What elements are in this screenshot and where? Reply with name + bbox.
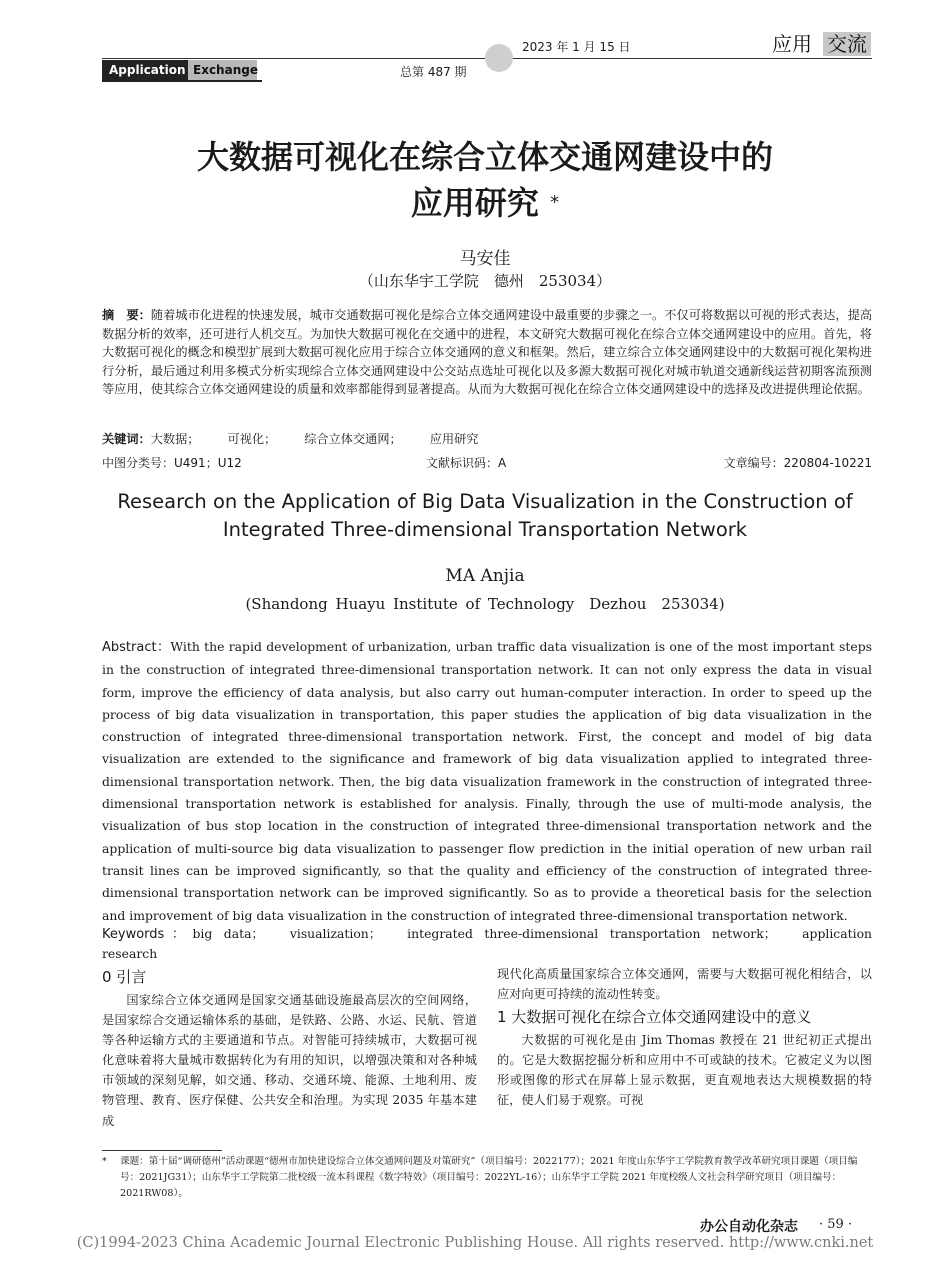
author-en: MA Anjia [445,566,525,586]
section-1-text: 大数据的可视化是由 Jim Thomas 教授在 21 世纪初正式提出的。它是大数据挖掘分析和应用中不可或缺的技术。它被定义为以图形或图像的形式在屏幕上显示数据，更直观地表达大规模数据的特征，使人们易于观察。可视 [497,1033,872,1108]
keywords-cn [102,430,872,449]
footnote-mark: * [102,1156,107,1167]
body-right-column [497,964,872,1111]
footnote-text: 课题：第十届“调研德州”活动课题“德州市加快建设综合立体交通网问题及对策研究”（项目编号：2022177）；2021 年度山东华宇工学院教育教学改革研究项目课题（项目编号：2021JG31）；山东华宇工学院第二批校级一流本科课程《数字特效》（项目编号：2022YL-16）；山东华宇工学院 2021 年度校级人文社会科学研究项目（项目编号：2021RW08）。 [120,1156,858,1199]
title-footnote-mark: * [550,192,560,213]
column-label-exchange: 交流 [823,32,871,56]
section-0-heading: 0 引言 [102,968,147,986]
paper-title-en: Research on the Application of Big Data Visualization in the Construction of Integrated Three-dimensional Transportation Network [117,490,853,541]
keyword-en: big data； [192,926,264,941]
application-tab: Application [102,60,195,80]
keyword-en: application research [102,926,873,961]
keyword-cn: 应用研究 [429,432,479,446]
paper-title-cn-line1: 大数据可视化在综合立体交通网建设中的 [196,138,773,176]
keyword-cn: 综合立体交通网； [304,432,402,446]
body-left-column [102,964,477,1131]
clc-number: 中图分类号：U491；U12 [102,456,242,470]
exchange-tab: Exchange [188,60,257,80]
abstract-cn-text: 随着城市化进程的快速发展，城市交通数据可视化是综合立体交通网建设中最重要的步骤之一。不仅可将数据以可视的形式表达，提高数据分析的效率，还可进行人机交互。为加快大数据可视化在交通中的进程，本文研究大数据可视化在综合立体交通网建设中的应用。首先，将大数据可视化的概念和模型扩展到大数据可视化应用于综合立体交通网的意义和框架。然后，建立综合立体交通网建设中的大数据可视化架构进行分析，最后通过利用多模式分析实现综合立体交通网建设中公交站点选址可视化以及多源大数据可视化对城市轨道交通新线运营初期客流预测等应用，使其综合立体交通网建设的质量和效率都能得到显著提高。从而为大数据可视化在综合立体交通网建设中的选择及改进提供理论依据。 [102,308,873,397]
footnote [102,1154,872,1202]
header-tab-underline [102,80,262,82]
section-0-text: 国家综合立体交通网是国家交通基础设施最高层次的空间网络，是国家综合交通运输体系的基础，是铁路、公路、水运、民航、管道等各种运输方式的主要通道和节点。对智能可持续城市，大数据可视化意味着将大量城市数据转化为有用的知识，以增强决策和对各种城市领域的深刻见解，如交通、移动、交通环境、能源、土地利用、废物管理、教育、医疗保健、公共安全和治理。为实现 2035 年基本建成 [102,993,477,1128]
abstract-cn-label: 摘 要： [102,308,151,322]
author-cn: 马安佳 [459,249,511,269]
abstract-cn [102,306,872,399]
page-number: · 59 · [819,1217,853,1232]
affiliation-en: (Shandong Huayu Institute of Technology Dezhou 253034) [245,595,725,613]
abstract-en [102,636,872,927]
issue-date: 2023 年 1 月 15 日 [522,40,631,54]
keyword-en: integrated three-dimensional transportation network； [407,926,777,941]
affiliation-cn: （山东华宇工学院 德州 253034） [358,272,612,290]
keywords-en-label: Keywords： [102,927,193,942]
decorative-circle [485,44,513,72]
keyword-cn: 可视化； [227,432,277,446]
abstract-en-label: Abstract： [102,640,171,655]
paper-title-cn [100,134,870,226]
copyright-watermark: (C)1994-2023 China Academic Journal Electronic Publishing House. All rights reserved. http://www.cnki.net [76,1235,874,1251]
column-label-application: 应用 [772,32,812,56]
footnote-rule [102,1150,222,1151]
article-number: 文章编号：220804-10221 [723,456,872,470]
keyword-cn: 大数据； [150,432,200,446]
abstract-en-text: With the rapid development of urbanization, urban traffic data visualization is one of the most important steps in the construction of integrated three-dimensional transportation network. It can not only express the data in visual form, improve the efficiency of data analysis, but also carry out human-computer interaction. In order to speed up the process of big data visualization in transportation, this paper studies the application of big data visualization in the construction of integrated three-dimensional transportation network. First, the concept and model of big data visualization are extended to the significance and framework of big data visualization applied to integrated three-dimensional transportation network. Then, the big data visualization framework in the construction of integrated three-dimensional transportation network is established for analysis. Finally, through the use of multi-mode analysis, the visualization of bus stop location in the construction of integrated three-dimensional transportation network and the application of multi-source big data visualization to passenger flow prediction in the initial operation of new urban rail transit lines can be improved significantly, so that the quality and efficiency of the construction of integrated three-dimensional transportation network can be improved significantly. So as to provide a theoretical basis for the selection and improvement of big data visualization in the construction of integrated three-dimensional transportation network. [102,639,872,923]
document-code: 文献标识码：A [426,456,507,470]
keyword-en: visualization； [289,926,382,941]
section-1-heading: 1 大数据可视化在综合立体交通网建设中的意义 [497,1008,812,1027]
keywords-en [102,925,872,963]
section-0-continuation: 现代化高质量国家综合立体交通网，需要与大数据可视化相结合，以应对向更可持续的流动性转变。 [497,967,872,1002]
keywords-cn-label: 关键词： [102,432,151,446]
paper-title-cn-line2: 应用研究 [410,184,539,222]
journal-name: 办公自动化杂志 [700,1219,798,1235]
issue-number: 总第 487 期 [400,65,467,79]
